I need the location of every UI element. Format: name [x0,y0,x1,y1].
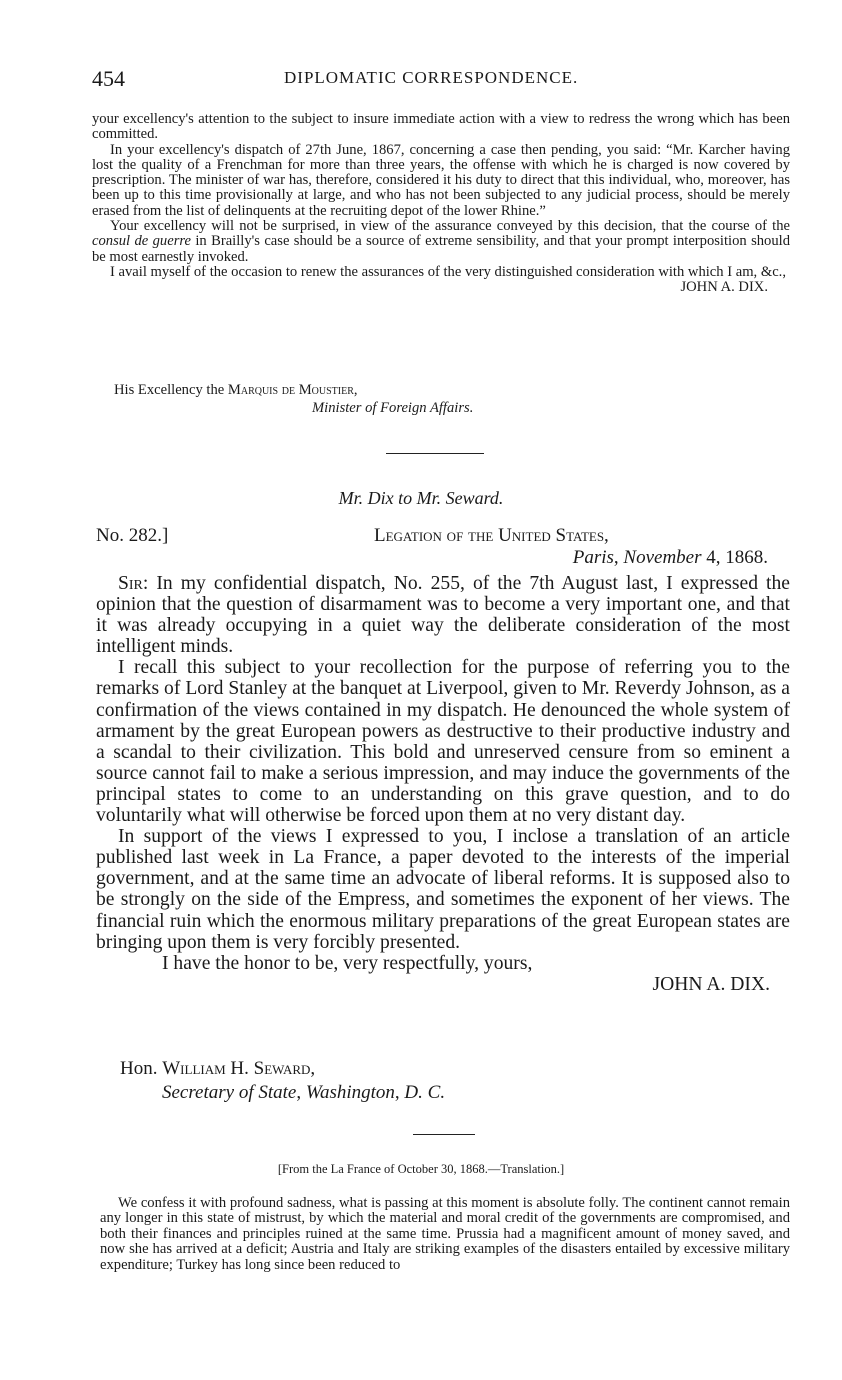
enclosure-source: [From the La France of October 30, 1868.—Translation.] [277,1162,565,1176]
letter-two-paragraph: Sir: In my confidential dispatch, No. 255, of the 7th August last, I expressed the opinion that the question of disarmament was to become a very important one, and that it was already occupying in a quiet way the deliberate consideration of the most intelligent minds. [96,573,790,658]
letter-one-addressee-title: Minister of Foreign Affairs. [312,400,474,416]
letter-two-signature: JOHN A. DIX. [652,973,770,995]
enclosure-body [100,1196,790,1273]
salutation: Sir [118,573,143,594]
running-title: DIPLOMATIC CORRESPONDENCE. [284,68,579,87]
letter-one-signature: JOHN A. DIX. [680,279,768,296]
section-divider [413,1134,475,1135]
dispatch-number: No. 282.] [96,525,169,546]
enclosure-paragraph: We confess it with profound sadness, what is passing at this moment is absolute folly. The continent cannot remain any longer in this state of mistrust, by which the material and moral credit of the governments are compromised, and both their finances and principles ruined at the same time. Prussia had a magnificent amount of money saved, and now she has arrived at a deficit; Austria and Italy are striking examples of the disasters entailed by excessive military expenditure; Turkey has long since been reduced to [100,1195,790,1273]
letter-one-body [92,112,790,296]
letter-two-paragraph: I recall this subject to your recollection for the purpose of referring you to the remarks of Lord Stanley at the banquet at Liverpool, given to Mr. Reverdy Johnson, as a confirmation of the views contained in my dispatch. He denounced the whole system of armament by the great European powers as destructive to their productive industry and a scandal to their civilization. This bold and unreserved censure from so eminent a source cannot fail to make a serious impression, and may induce the governments of the principal states to come to an understanding on this grave question, and to do voluntarily what will otherwise be forced upon them at no very distant day. [96,657,790,827]
letter-two-body [96,573,790,995]
section-divider [386,453,484,454]
addressee-name: William H. Seward, [162,1058,316,1079]
place-date: Paris, November 4, 1868. [572,547,768,568]
letter-two-dateline [96,525,768,568]
letter-two-heading: Mr. Dix to Mr. Seward. [338,488,504,508]
letter-one-paragraph: In your excellency's dispatch of 27th June, 1867, concerning a case then pending, you said: “Mr. Karcher having lost the quality of a Frenchman for more than three years, the offense with which he is charged is now covered by prescription. The minister of war has, therefore, considered it his duty to direct that this individual, who, moreover, has been up to this time provisionally at large, and who has not been subjected to any judicial process, should be merely erased from the list of delinquents at the recruiting depot of the lower Rhine.” [92,141,790,219]
letter-one-paragraph: I avail myself of the occasion to renew the assurances of the very distinguished consideration with which I am, &c., [110,263,786,280]
letter-one-paragraph: Your excellency will not be surprised, in view of the assurance conveyed by this decision, that the course of the consul de guerre in Brailly's case should be a source of extreme sensibility, and that your prompt interposition should be most earnestly invoked. [92,218,790,265]
legation: Legation of the United States, [374,525,609,546]
letter-two-paragraph: In support of the views I expressed to you, I inclose a translation of an article published last week in La France, a paper devoted to the interests of the imperial government, and at the same time an advocate of liberal reforms. It is supposed also to be strongly on the side of the Empress, and sometimes the exponent of her views. The financial ruin which the enormous military preparations of the great European states are bringing upon them is very forcibly presented. [96,826,790,953]
letter-two-closing: I have the honor to be, very respectfully, yours, [162,952,533,974]
letter-one-paragraph: your excellency's attention to the subject to insure immediate action with a view to redress the wrong which has been committed. [92,111,790,143]
letter-one-addressee: His Excellency the Marquis de Moustier, [114,382,358,398]
page-number: 454 [92,66,125,91]
letter-two-addressee: Hon. William H. Seward, [120,1058,316,1079]
letter-two-addressee-title: Secretary of State, Washington, D. C. [162,1082,446,1103]
addressee-name: Marquis de Moustier, [227,382,358,398]
italic-term: consul de guerre [92,233,191,250]
